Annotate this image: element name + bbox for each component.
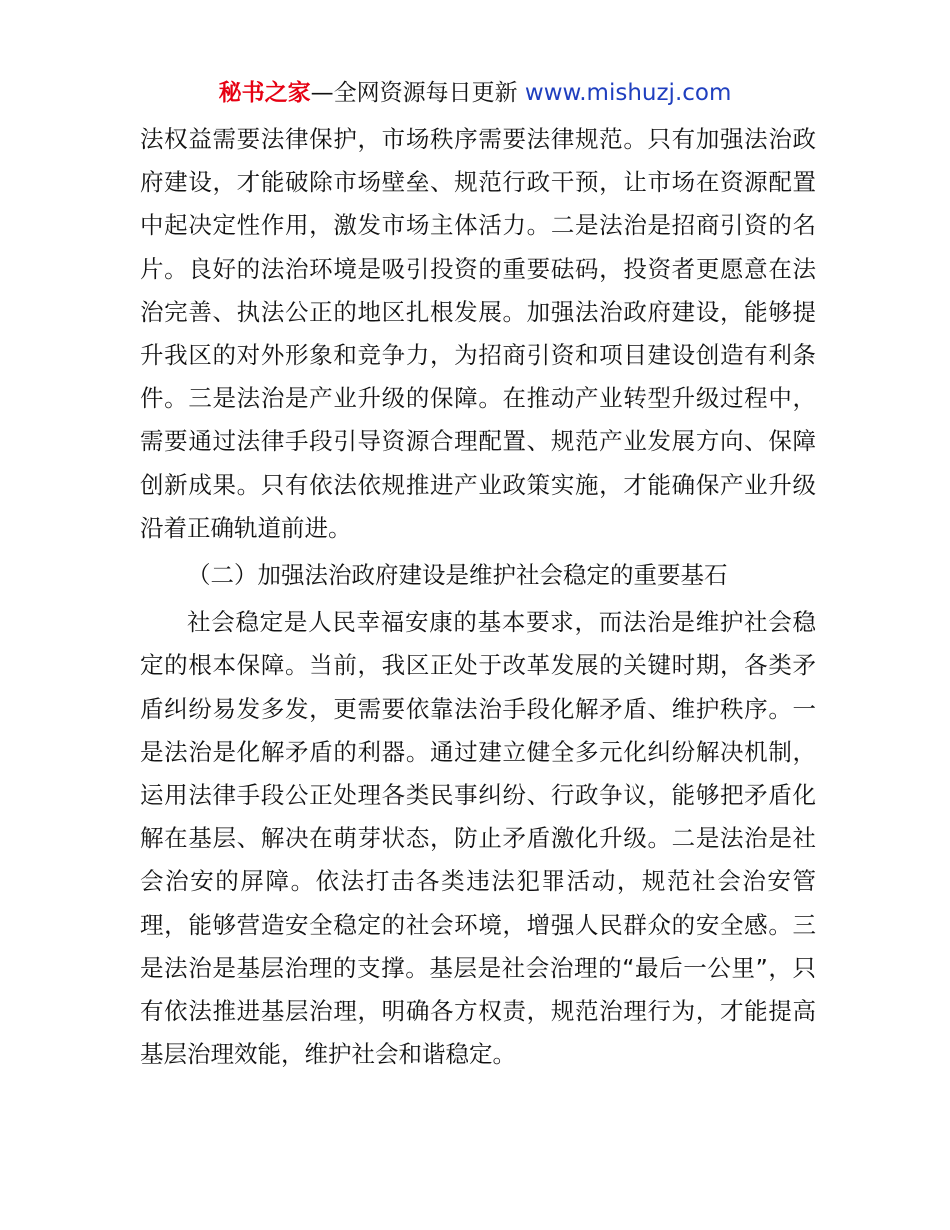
page-header bbox=[0, 78, 950, 108]
paragraph-1: 法权益需要法律保护，市场秩序需要法律规范。只有加强法治政府建设，才能破除市场壁垒、规范行政干预，让市场在资源配置中起决定性作用，激发市场主体活力。二是法治是招商引资的名片。良好的法治环境是吸引投资的重要砝码，投资者更愿意在法治完善、执法公正的地区扎根发展。加强法治政府建设，能够提升我区的对外形象和竞争力，为招商引资和项目建设创造有利条件。三是法治是产业升级的保障。在推动产业转型升级过程中，需要通过法律手段引导资源合理配置、规范产业发展方向、保障创新成果。只有依法依规推进产业政策实施，才能确保产业升级沿着正确轨道前进。 bbox=[140, 125, 816, 542]
site-tagline: —全网资源每日更新 bbox=[310, 80, 525, 106]
document-body bbox=[140, 118, 816, 1076]
site-url-link[interactable]: www.mishuzj.com bbox=[524, 80, 732, 106]
paragraph-2: 社会稳定是人民幸福安康的基本要求，而法治是维护社会稳定的根本保障。当前，我区正处于改革发展的关键时期，各类矛盾纠纷易发多发，更需要依靠法治手段化解矛盾、维护秩序。一是法治是化解矛盾的利器。通过建立健全多元化纠纷解决机制，运用法律手段公正处理各类民事纠纷、行政争议，能够把矛盾化解在基层、解决在萌芽状态，防止矛盾激化升级。二是法治是社会治安的屏障。依法打击各类违法犯罪活动，规范社会治安管理，能够营造安全稳定的社会环境，增强人民群众的安全感。三是法治是基层治理的支撑。基层是社会治理的“最后一公里”，只有依法推进基层治理，明确各方权责，规范治理行为，才能提高基层治理效能，维护社会和谐稳定。 bbox=[140, 608, 816, 1069]
section-heading-2: （二）加强法治政府建设是维护社会稳定的重要基石 bbox=[187, 561, 728, 590]
site-brand: 秘书之家 bbox=[218, 80, 311, 106]
